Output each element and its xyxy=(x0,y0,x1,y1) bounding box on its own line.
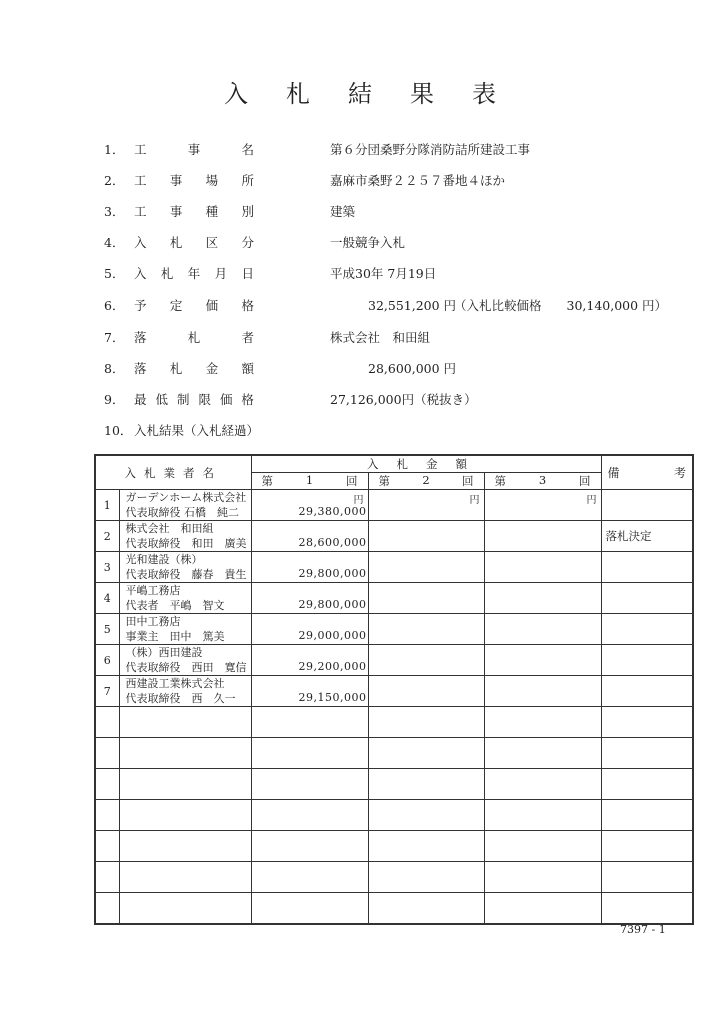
item-value: 28,600,000 円 xyxy=(368,361,457,376)
empty-cell xyxy=(368,769,484,800)
item-label: 最 低 制 限 価 格 xyxy=(134,392,254,407)
remarks-cell: 落札決定 xyxy=(601,521,693,552)
empty-cell xyxy=(251,800,368,831)
empty-cell xyxy=(95,707,119,738)
empty-cell xyxy=(119,862,251,893)
row-index: 7 xyxy=(95,676,119,707)
empty-cell xyxy=(601,738,693,769)
bid-amount-round-3 xyxy=(484,583,601,614)
item-label: 工 事 種 別 xyxy=(134,204,254,219)
empty-row xyxy=(95,862,693,893)
bid-amount-round-2 xyxy=(368,645,484,676)
empty-cell xyxy=(484,862,601,893)
empty-cell xyxy=(251,707,368,738)
empty-cell xyxy=(484,893,601,925)
item-value-secondary: （入札比較価格 30,140,000 円） xyxy=(454,298,668,313)
bidder-name: 光和建設（株） 代表取締役 藤春 貴生 xyxy=(119,552,251,583)
remarks-cell xyxy=(601,614,693,645)
bid-amount-round-3 xyxy=(484,552,601,583)
remarks-cell xyxy=(601,490,693,521)
item-label: 入 札 年 月 日 xyxy=(134,266,254,281)
item-label: 落 札 者 xyxy=(134,330,254,345)
empty-cell xyxy=(251,738,368,769)
item-number: 3． xyxy=(104,204,125,219)
empty-cell xyxy=(95,800,119,831)
empty-cell xyxy=(119,831,251,862)
bid-amount-round-1: 29,000,000 xyxy=(251,614,368,645)
remarks-cell xyxy=(601,552,693,583)
bid-amount-round-3 xyxy=(484,614,601,645)
table-row xyxy=(95,521,693,552)
empty-cell xyxy=(484,707,601,738)
empty-cell xyxy=(119,738,251,769)
bid-amount-round-2 xyxy=(368,614,484,645)
bid-amount-round-2: 円 xyxy=(368,490,484,521)
bidder-name: 西建設工業株式会社 代表取締役 西 久一 xyxy=(119,676,251,707)
bid-amount-round-1: 29,150,000 xyxy=(251,676,368,707)
empty-cell xyxy=(119,893,251,925)
empty-cell xyxy=(601,707,693,738)
empty-cell xyxy=(368,738,484,769)
header-round: 第 3 回 xyxy=(484,473,601,490)
empty-cell xyxy=(368,862,484,893)
item-number: 4． xyxy=(104,235,125,250)
item-value: 一般競争入札 xyxy=(330,235,406,250)
empty-cell xyxy=(368,707,484,738)
empty-cell xyxy=(251,862,368,893)
bidder-name: ガーデンホーム株式会社 代表取締役 石橋 純二 xyxy=(119,490,251,521)
item-value: 32,551,200 円 xyxy=(368,298,457,313)
item-label: 落 札 金 額 xyxy=(134,361,254,376)
item-label: 予 定 価 格 xyxy=(134,298,254,313)
bid-amount-round-2 xyxy=(368,676,484,707)
empty-cell xyxy=(95,831,119,862)
bid-amount-round-2 xyxy=(368,583,484,614)
empty-cell xyxy=(601,769,693,800)
row-index: 3 xyxy=(95,552,119,583)
item-label: 入 札 区 分 xyxy=(134,235,254,250)
empty-row xyxy=(95,769,693,800)
item-value: 嘉麻市桑野２２５７番地４ほか xyxy=(330,173,506,188)
empty-cell xyxy=(368,800,484,831)
item-number: 2． xyxy=(104,173,125,188)
remarks-cell xyxy=(601,583,693,614)
row-index: 1 xyxy=(95,490,119,521)
item-label: 工 事 場 所 xyxy=(134,173,254,188)
empty-cell xyxy=(119,769,251,800)
empty-cell xyxy=(119,800,251,831)
item-number: 8． xyxy=(104,361,125,376)
empty-cell xyxy=(251,893,368,925)
empty-cell xyxy=(95,893,119,925)
item-value: 株式会社 和田組 xyxy=(330,330,431,345)
bid-amount-round-1: 円 29,380,000 xyxy=(251,490,368,521)
document-id: 7397 - 1 xyxy=(620,923,666,936)
item-number: 1． xyxy=(104,142,125,157)
bidder-name: （株）西田建設 代表取締役 西田 寛信 xyxy=(119,645,251,676)
empty-row xyxy=(95,800,693,831)
empty-cell xyxy=(484,738,601,769)
item-label: 工 事 名 xyxy=(134,142,254,157)
empty-row xyxy=(95,831,693,862)
empty-row xyxy=(95,738,693,769)
remarks-cell xyxy=(601,645,693,676)
item-number: 5． xyxy=(104,266,125,281)
bid-amount-round-1: 29,800,000 xyxy=(251,583,368,614)
item-label: 入札結果（入札経過） xyxy=(134,423,260,438)
bidder-name: 平嶋工務店 代表者 平嶋 智文 xyxy=(119,583,251,614)
empty-row xyxy=(95,893,693,925)
empty-cell xyxy=(484,800,601,831)
empty-cell xyxy=(601,800,693,831)
header-bidder-name: 入札業者名 xyxy=(95,455,251,490)
item-value: 第６分団桑野分隊消防詰所建設工事 xyxy=(330,142,531,157)
empty-row xyxy=(95,707,693,738)
header-round: 第 1 回 xyxy=(251,473,368,490)
remarks-cell xyxy=(601,676,693,707)
bidder-name: 田中工務店 事業主 田中 篤美 xyxy=(119,614,251,645)
empty-cell xyxy=(95,862,119,893)
item-value: 27,126,000円（税抜き） xyxy=(330,392,477,407)
bid-amount-round-2 xyxy=(368,552,484,583)
empty-cell xyxy=(95,738,119,769)
bid-amount-round-3 xyxy=(484,521,601,552)
item-number: 7． xyxy=(104,330,125,345)
empty-cell xyxy=(119,707,251,738)
table-row xyxy=(95,645,693,676)
table-row xyxy=(95,676,693,707)
bid-amount-round-1: 29,800,000 xyxy=(251,552,368,583)
header-remarks: 備 考 xyxy=(601,455,693,490)
row-index: 2 xyxy=(95,521,119,552)
empty-cell xyxy=(251,769,368,800)
page-title: 入札結果表 xyxy=(224,80,534,108)
bidder-name: 株式会社 和田組 代表取締役 和田 廣美 xyxy=(119,521,251,552)
empty-cell xyxy=(484,831,601,862)
item-number: 6． xyxy=(104,298,125,313)
empty-cell xyxy=(601,831,693,862)
item-value: 建築 xyxy=(330,204,356,219)
table-row xyxy=(95,552,693,583)
item-number: 10． xyxy=(104,423,133,438)
header-round: 第 2 回 xyxy=(368,473,484,490)
item-number: 9． xyxy=(104,392,125,407)
empty-cell xyxy=(484,769,601,800)
row-index: 6 xyxy=(95,645,119,676)
empty-cell xyxy=(601,893,693,925)
bid-amount-round-1: 28,600,000 xyxy=(251,521,368,552)
bid-amount-round-3: 円 xyxy=(484,490,601,521)
header-bid-amount: 入札金額 xyxy=(251,455,601,473)
table-row xyxy=(95,583,693,614)
empty-cell xyxy=(95,769,119,800)
item-value: 平成30年 7月19日 xyxy=(330,266,437,281)
empty-cell xyxy=(368,893,484,925)
empty-cell xyxy=(368,831,484,862)
row-index: 4 xyxy=(95,583,119,614)
empty-cell xyxy=(601,862,693,893)
bid-result-table xyxy=(94,454,694,925)
bid-amount-round-3 xyxy=(484,645,601,676)
row-index: 5 xyxy=(95,614,119,645)
bid-amount-round-1: 29,200,000 xyxy=(251,645,368,676)
bid-amount-round-3 xyxy=(484,676,601,707)
table-row xyxy=(95,490,693,521)
table-row xyxy=(95,614,693,645)
empty-cell xyxy=(251,831,368,862)
bid-amount-round-2 xyxy=(368,521,484,552)
